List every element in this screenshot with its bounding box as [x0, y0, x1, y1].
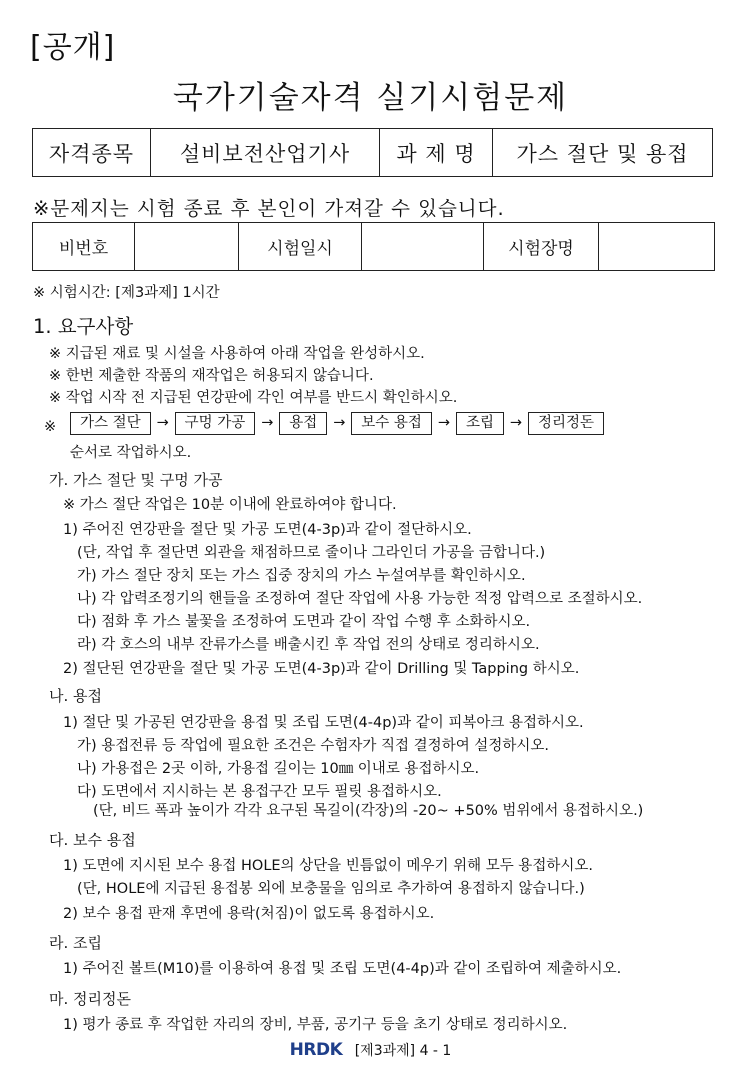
part-a-sub-2: 나) 각 압력조정기의 핸들을 조정하여 절단 작업에 사용 가능한 적정 압력으로 조절하시오. [77, 591, 643, 607]
requirement-2: ※ 한번 제출한 작품의 재작업은 허용되지 않습니다. [49, 368, 374, 384]
part-a-item-1-note: (단, 작업 후 절단면 외관을 채점하므로 줄이나 그라인더 가공을 금합니다.) [77, 545, 546, 561]
part-a-item-2: 2) 절단된 연강판을 절단 및 가공 도면(4-3p)과 같이 Drilling 및 Tapping 하시오. [63, 661, 580, 677]
part-a-heading: 가. 가스 절단 및 구멍 가공 [49, 471, 223, 489]
page-number: [제3과제] 4 - 1 [354, 1043, 452, 1059]
part-a-sub-4: 라) 각 호스의 내부 잔류가스를 배출시킨 후 작업 전의 상태로 정리하시오. [77, 637, 540, 653]
flow-step-drilling: 구멍 가공 [175, 412, 256, 435]
part-d-item-1: 1) 주어진 볼트(M10)를 이용하여 용접 및 조립 도면(4-4p)과 같이 조립하여 제출하시오. [63, 961, 622, 977]
subject-label: 자격종목 [33, 129, 151, 177]
flow-suffix: 순서로 작업하시오. [70, 445, 192, 461]
subject-value: 설비보전산업기사 [151, 129, 380, 177]
seat-number-label: 비번호 [33, 223, 135, 271]
flow-step-assembly: 조립 [456, 412, 504, 435]
part-a-sub-3: 다) 점화 후 가스 불꽃을 조정하여 도면과 같이 작업 수행 후 소화하시오. [77, 614, 531, 630]
requirement-1: ※ 지급된 재료 및 시설을 사용하여 아래 작업을 완성하시오. [49, 346, 425, 362]
part-a-note: ※ 가스 절단 작업은 10분 이내에 완료하여야 합니다. [63, 497, 397, 513]
part-b-item-1: 1) 절단 및 가공된 연강판을 용접 및 조립 도면(4-4p)과 같이 피복아크 용접하시오. [63, 715, 584, 731]
take-home-notice: ※문제지는 시험 종료 후 본인이 가져갈 수 있습니다. [33, 197, 505, 220]
part-c-item-1-note: (단, HOLE에 지급된 용접봉 외에 보충물을 임의로 추가하여 용접하지 않습니다.) [77, 881, 585, 897]
part-e-item-1: 1) 평가 종료 후 작업한 자리의 장비, 부품, 공기구 등을 초기 상태로 정리하시오. [63, 1017, 568, 1033]
public-stamp: [공개] [30, 30, 116, 65]
flow-step-repair-welding: 보수 용접 [351, 412, 432, 435]
page-footer [0, 1040, 741, 1060]
exam-time: ※ 시험시간: [제3과제] 1시간 [33, 285, 220, 301]
part-c-heading: 다. 보수 용접 [49, 831, 136, 849]
flow-step-gas-cutting: 가스 절단 [70, 412, 151, 435]
exam-site-label: 시험장명 [484, 223, 599, 271]
flow-step-welding: 용접 [279, 412, 327, 435]
exam-info-table [32, 222, 715, 271]
part-b-sub-note: (단, 비드 폭과 높이가 각각 요구된 목길이(각장)의 -20~ +50% 범위에서 용접하시오.) [93, 803, 644, 819]
part-a-sub-1: 가) 가스 절단 장치 또는 가스 집중 장치의 가스 누설여부를 확인하시오. [77, 568, 526, 584]
flow-step-cleanup: 정리정돈 [528, 412, 604, 435]
part-b-sub-2: 나) 가용접은 2곳 이하, 가용접 길이는 10㎜ 이내로 용접하시오. [77, 761, 480, 777]
part-b-heading: 나. 용접 [49, 687, 103, 705]
arrow-icon: → [437, 415, 451, 431]
flow-prefix: ※ [44, 419, 57, 435]
exam-site-cell [599, 223, 715, 271]
seat-number-cell [135, 223, 239, 271]
part-e-heading: 마. 정리정돈 [49, 990, 131, 1008]
part-d-heading: 라. 조립 [49, 934, 103, 952]
arrow-icon: → [333, 415, 346, 431]
hrdk-logo: HRDK [289, 1040, 343, 1060]
arrow-icon: → [261, 415, 274, 431]
work-flow [44, 410, 604, 436]
requirement-3: ※ 작업 시작 전 지급된 연강판에 각인 여부를 반드시 확인하시오. [49, 390, 458, 406]
part-b-sub-1: 가) 용접전류 등 작업에 필요한 조건은 수험자가 직접 결정하여 설정하시오. [77, 738, 549, 754]
arrow-icon: → [156, 415, 169, 431]
arrow-icon: → [509, 415, 523, 431]
part-c-item-2: 2) 보수 용접 판재 후면에 용락(처짐)이 없도록 용접하시오. [63, 906, 435, 922]
section-heading: 1. 요구사항 [33, 315, 134, 338]
page-title: 국가기술자격 실기시험문제 [172, 80, 569, 116]
subject-info-table [32, 128, 713, 177]
exam-date-cell [362, 223, 484, 271]
part-a-item-1: 1) 주어진 연강판을 절단 및 가공 도면(4-3p)과 같이 절단하시오. [63, 522, 472, 538]
part-b-sub-3: 다) 도면에서 지시하는 본 용접구간 모두 필릿 용접하시오. [77, 784, 442, 800]
part-c-item-1: 1) 도면에 지시된 보수 용접 HOLE의 상단을 빈틈없이 메우기 위해 모두 용접하시오. [63, 858, 593, 874]
task-value: 가스 절단 및 용접 [493, 129, 713, 177]
task-label: 과 제 명 [380, 129, 493, 177]
exam-date-label: 시험일시 [239, 223, 362, 271]
